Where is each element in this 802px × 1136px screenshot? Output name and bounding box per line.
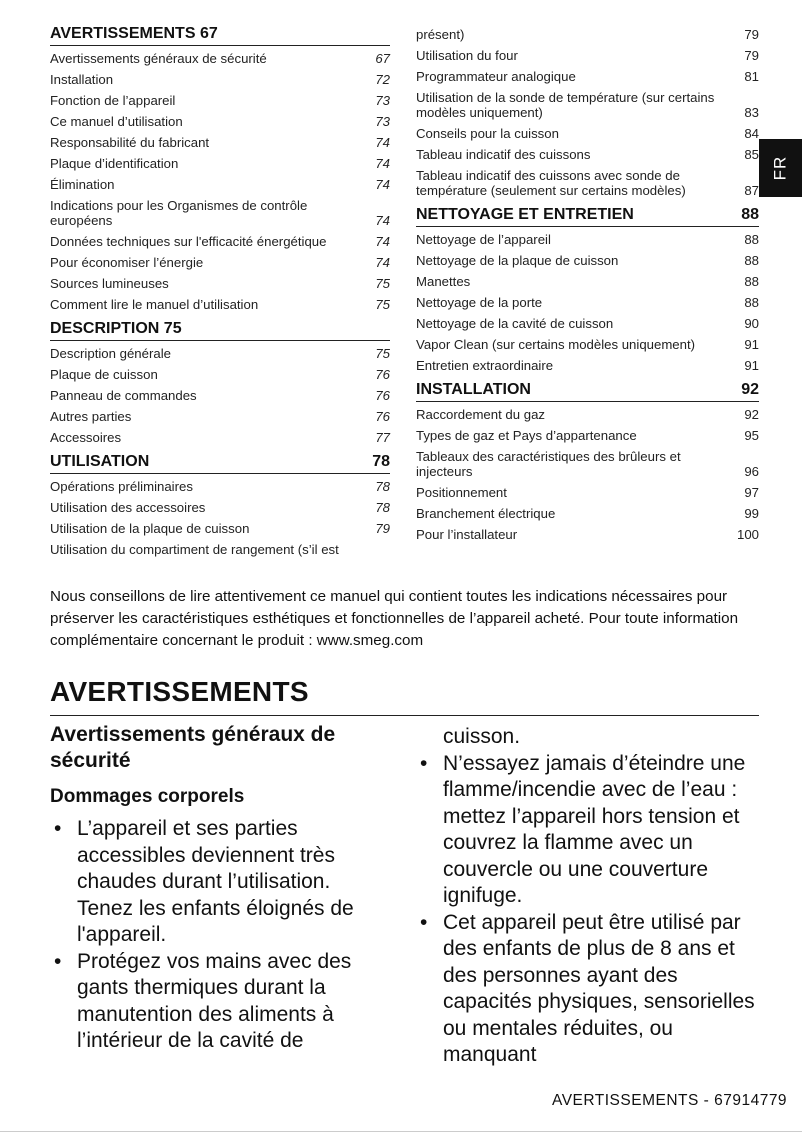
- toc-entry-title: Nettoyage de la porte: [416, 295, 543, 310]
- toc-entry[interactable]: [416, 144, 759, 165]
- toc-entry-page: 91: [744, 337, 759, 352]
- toc-entry-page: 83: [744, 105, 759, 120]
- toc-entry[interactable]: [416, 313, 759, 334]
- toc-section-utilisation[interactable]: [50, 452, 390, 474]
- toc-section-title: AVERTISSEMENTS 67: [50, 25, 218, 42]
- toc-entry-page: 90: [744, 316, 759, 331]
- toc-entry-title: Nettoyage de la cavité de cuisson: [416, 316, 614, 331]
- toc-entry-page: 95: [744, 428, 759, 443]
- bottom-divider: [0, 1131, 802, 1132]
- toc-entry-title: Types de gaz et Pays d’appartenance: [416, 428, 637, 443]
- toc-entry-page: 78: [375, 479, 390, 494]
- toc-entry[interactable]: [50, 406, 390, 427]
- toc-entry-page: 84: [744, 126, 759, 141]
- subsection-heading: Dommages corporels: [50, 786, 245, 807]
- toc-entry-title: Tableaux des caractéristiques des brûleurs et injecteurs: [416, 449, 681, 479]
- toc-entry-page: 100: [736, 527, 759, 542]
- bullet-item: [416, 751, 756, 910]
- bullet-item: [50, 816, 390, 949]
- toc-list-installation: [416, 404, 759, 545]
- toc-entry[interactable]: [50, 539, 390, 560]
- toc-entry[interactable]: [416, 334, 759, 355]
- toc-entry-title: Comment lire le manuel d’utilisation: [50, 297, 259, 312]
- toc-entry-page: 81: [744, 69, 759, 84]
- toc-entry-page: 92: [744, 407, 759, 422]
- toc-list-utilisation: [50, 476, 390, 560]
- toc-entry[interactable]: [50, 90, 390, 111]
- toc-entry-title: Programmateur analogique: [416, 69, 576, 84]
- toc-list-nettoyage: [416, 229, 759, 376]
- toc-entry-title: Utilisation de la plaque de cuisson: [50, 521, 250, 536]
- toc-section-avertissements[interactable]: [50, 24, 390, 46]
- toc-entry-page: 74: [375, 135, 390, 150]
- toc-entry-title: Accessoires: [50, 430, 122, 445]
- toc-entry[interactable]: [416, 271, 759, 292]
- bullet-text: N’essayez jamais d’éteindre une flamme/incendie avec de l’eau : mettez l’appareil hors tension et couvrez la flamme avec un couvercle ou une couverture ignifuge.: [443, 751, 746, 907]
- toc-entry-title: Opérations préliminaires: [50, 479, 193, 494]
- toc-entry-page: 85: [744, 147, 759, 162]
- toc-entry[interactable]: [50, 48, 390, 69]
- toc-entry-title: Sources lumineuses: [50, 276, 169, 291]
- toc-section-title: UTILISATION: [50, 453, 150, 470]
- toc-entry-title: Tableau indicatif des cuissons avec sonde de température (seulement sur certains modèles): [416, 168, 686, 198]
- toc-right-column: [416, 24, 759, 545]
- bullet-text: Protégez vos mains avec des gants thermiques durant la manutention des aliments à l’intérieur de la cavité de: [77, 949, 352, 1052]
- toc-entry-title: Pour économiser l’énergie: [50, 255, 204, 270]
- bullet-list-right: [416, 751, 756, 1069]
- toc-entry-title: Utilisation des accessoires: [50, 500, 206, 515]
- toc-entry-page: 88: [744, 232, 759, 247]
- toc-entry-page: 74: [375, 177, 390, 192]
- toc-entry[interactable]: [50, 427, 390, 448]
- toc-entry[interactable]: [50, 385, 390, 406]
- toc-entry-title: Utilisation du compartiment de rangement (s’il est: [50, 542, 339, 557]
- toc-entry-title: Description générale: [50, 346, 171, 361]
- toc-entry[interactable]: [50, 174, 390, 195]
- toc-entry[interactable]: [50, 153, 390, 174]
- toc-entry-title: Données techniques sur l'efficacité énergétique: [50, 234, 327, 249]
- toc-entry-title: Indications pour les Organismes de contrôle européens: [50, 198, 308, 228]
- toc-entry-title: Vapor Clean (sur certains modèles uniquement): [416, 337, 696, 352]
- bullet-icon: •: [54, 949, 62, 973]
- toc-entry-title: Branchement électrique: [416, 506, 556, 521]
- toc-entry-page: 97: [744, 485, 759, 500]
- toc-entry[interactable]: [416, 87, 759, 123]
- toc-entry-title: Plaque de cuisson: [50, 367, 158, 382]
- toc-entry-title: Entretien extraordinaire: [416, 358, 554, 373]
- toc-entry-title: Nettoyage de la plaque de cuisson: [416, 253, 619, 268]
- toc-entry[interactable]: [416, 524, 759, 545]
- toc-entry-page: 74: [375, 213, 390, 228]
- toc-entry-title: Ce manuel d’utilisation: [50, 114, 183, 129]
- toc-entry-page: 75: [375, 276, 390, 291]
- toc-entry-title: Installation: [50, 72, 114, 87]
- toc-entry[interactable]: [416, 250, 759, 271]
- toc-entry-title: Raccordement du gaz: [416, 407, 546, 422]
- toc-entry-page: 75: [375, 346, 390, 361]
- toc-entry[interactable]: [416, 45, 759, 66]
- toc-list-utilisation-continued: [416, 24, 759, 201]
- toc-entry-title: Plaque d’identification: [50, 156, 179, 171]
- toc-entry[interactable]: [50, 132, 390, 153]
- toc-entry-title: Élimination: [50, 177, 115, 192]
- body-left-column: [50, 722, 390, 1055]
- toc-entry[interactable]: [50, 476, 390, 497]
- toc-entry[interactable]: [416, 404, 759, 425]
- toc-entry-title: Tableau indicatif des cuissons: [416, 147, 591, 162]
- toc-entry-page: 74: [375, 234, 390, 249]
- toc-entry[interactable]: [50, 343, 390, 364]
- toc-entry[interactable]: [416, 425, 759, 446]
- bullet-icon: •: [420, 751, 428, 775]
- toc-entry[interactable]: [416, 123, 759, 144]
- toc-entry[interactable]: [50, 195, 390, 231]
- toc-entry-title: Manettes: [416, 274, 471, 289]
- toc-entry[interactable]: [50, 294, 390, 315]
- toc-entry[interactable]: [416, 355, 759, 376]
- toc-entry[interactable]: [416, 292, 759, 313]
- toc-entry-title: présent): [416, 27, 465, 42]
- bullet-continuation: cuisson.: [443, 725, 521, 748]
- toc-section-page: 92: [741, 381, 759, 398]
- bullet-item: [416, 910, 756, 1069]
- toc-entry-title: Pour l’installateur: [416, 527, 518, 542]
- toc-entry-title: Responsabilité du fabricant: [50, 135, 210, 150]
- page-title: AVERTISSEMENTS: [50, 672, 759, 716]
- toc-list-avertissements: [50, 48, 390, 315]
- toc-entry-page: 74: [375, 156, 390, 171]
- toc-entry-title: Avertissements généraux de sécurité: [50, 51, 267, 66]
- toc-entry-page: 79: [375, 521, 390, 536]
- bullet-icon: •: [420, 910, 428, 934]
- toc-list-description: [50, 343, 390, 448]
- toc-entry[interactable]: [50, 273, 390, 294]
- toc-entry-page: 73: [375, 93, 390, 108]
- toc-entry-page: 74: [375, 255, 390, 270]
- toc-section-title: INSTALLATION: [416, 381, 531, 398]
- toc-entry-page: 72: [375, 72, 390, 87]
- toc-entry-page: 67: [375, 51, 390, 66]
- toc-section-title: DESCRIPTION 75: [50, 320, 182, 337]
- toc-entry-page: 78: [375, 500, 390, 515]
- toc-entry-page: 77: [375, 430, 390, 445]
- toc-entry[interactable]: [50, 518, 390, 539]
- toc-entry[interactable]: [50, 69, 390, 90]
- toc-entry-title: Conseils pour la cuisson: [416, 126, 559, 141]
- page-footer: AVERTISSEMENTS - 67914779: [552, 1092, 788, 1109]
- toc-entry-title: Utilisation du four: [416, 48, 518, 63]
- body-right-column: [416, 724, 756, 1069]
- language-tab-label: FR: [770, 155, 790, 181]
- toc-section-nettoyage[interactable]: [416, 205, 759, 227]
- toc-entry-title: Panneau de commandes: [50, 388, 197, 403]
- bullet-icon: •: [54, 817, 62, 840]
- toc-entry[interactable]: [416, 482, 759, 503]
- toc-entry-page: 99: [744, 506, 759, 521]
- toc-entry[interactable]: [416, 24, 759, 45]
- section-heading: Avertissements généraux de sécurité: [50, 723, 336, 772]
- toc-entry-page: 91: [744, 358, 759, 373]
- toc-entry[interactable]: [416, 229, 759, 250]
- toc-entry-page: 87: [744, 183, 759, 198]
- toc-entry-page: 88: [744, 274, 759, 289]
- toc-entry-page: 76: [375, 409, 390, 424]
- toc-left-column: [50, 24, 390, 560]
- toc-entry-title: Fonction de l’appareil: [50, 93, 176, 108]
- toc-section-description[interactable]: [50, 319, 390, 341]
- toc-section-page: 88: [741, 206, 759, 223]
- toc-entry-title: Autres parties: [50, 409, 132, 424]
- toc-entry-page: 79: [744, 27, 759, 42]
- bullet-item: [50, 949, 390, 1055]
- toc-entry-page: 88: [744, 295, 759, 310]
- toc-entry[interactable]: [50, 231, 390, 252]
- toc-entry[interactable]: [50, 111, 390, 132]
- toc-section-page: 78: [372, 453, 390, 470]
- bullet-text: Cet appareil peut être utilisé par des enfants de plus de 8 ans et des personnes ayant des capacités physiques, sensorielles ou mentales réduites, ou manquant: [443, 910, 755, 1066]
- toc-entry[interactable]: [416, 165, 759, 201]
- bullet-text: L’appareil et ses parties accessibles deviennent très chaudes durant l’utilisation. Tenez les enfants éloignés de l'appareil.: [77, 817, 354, 946]
- toc-entry[interactable]: [416, 446, 759, 482]
- toc-entry[interactable]: [50, 497, 390, 518]
- toc-entry-page: 88: [744, 253, 759, 268]
- toc-entry-page: 76: [375, 367, 390, 382]
- toc-entry-title: Nettoyage de l’appareil: [416, 232, 551, 247]
- bullet-list-left: [50, 816, 390, 1055]
- toc-section-title: NETTOYAGE ET ENTRETIEN: [416, 206, 634, 223]
- toc-entry-page: 75: [375, 297, 390, 312]
- toc-entry-title: Utilisation de la sonde de température (sur certains modèles uniquement): [416, 90, 715, 120]
- toc-entry[interactable]: [50, 252, 390, 273]
- toc-entry-page: 79: [744, 48, 759, 63]
- toc-entry[interactable]: [416, 503, 759, 524]
- language-tab: [759, 139, 802, 197]
- toc-entry-page: 73: [375, 114, 390, 129]
- toc-entry-page: 76: [375, 388, 390, 403]
- intro-paragraph: Nous conseillons de lire attentivement ce manuel qui contient toutes les indications nécessaires pour préserver les caractéristiques esthétiques et fonctionnelles de l’appareil acheté. Pour toute information complémentaire concernant le produit : www.smeg.com: [50, 588, 739, 649]
- toc-entry[interactable]: [50, 364, 390, 385]
- toc-entry[interactable]: [416, 66, 759, 87]
- toc-entry-page: 96: [744, 464, 759, 479]
- toc-entry-title: Positionnement: [416, 485, 507, 500]
- toc-section-installation[interactable]: [416, 380, 759, 402]
